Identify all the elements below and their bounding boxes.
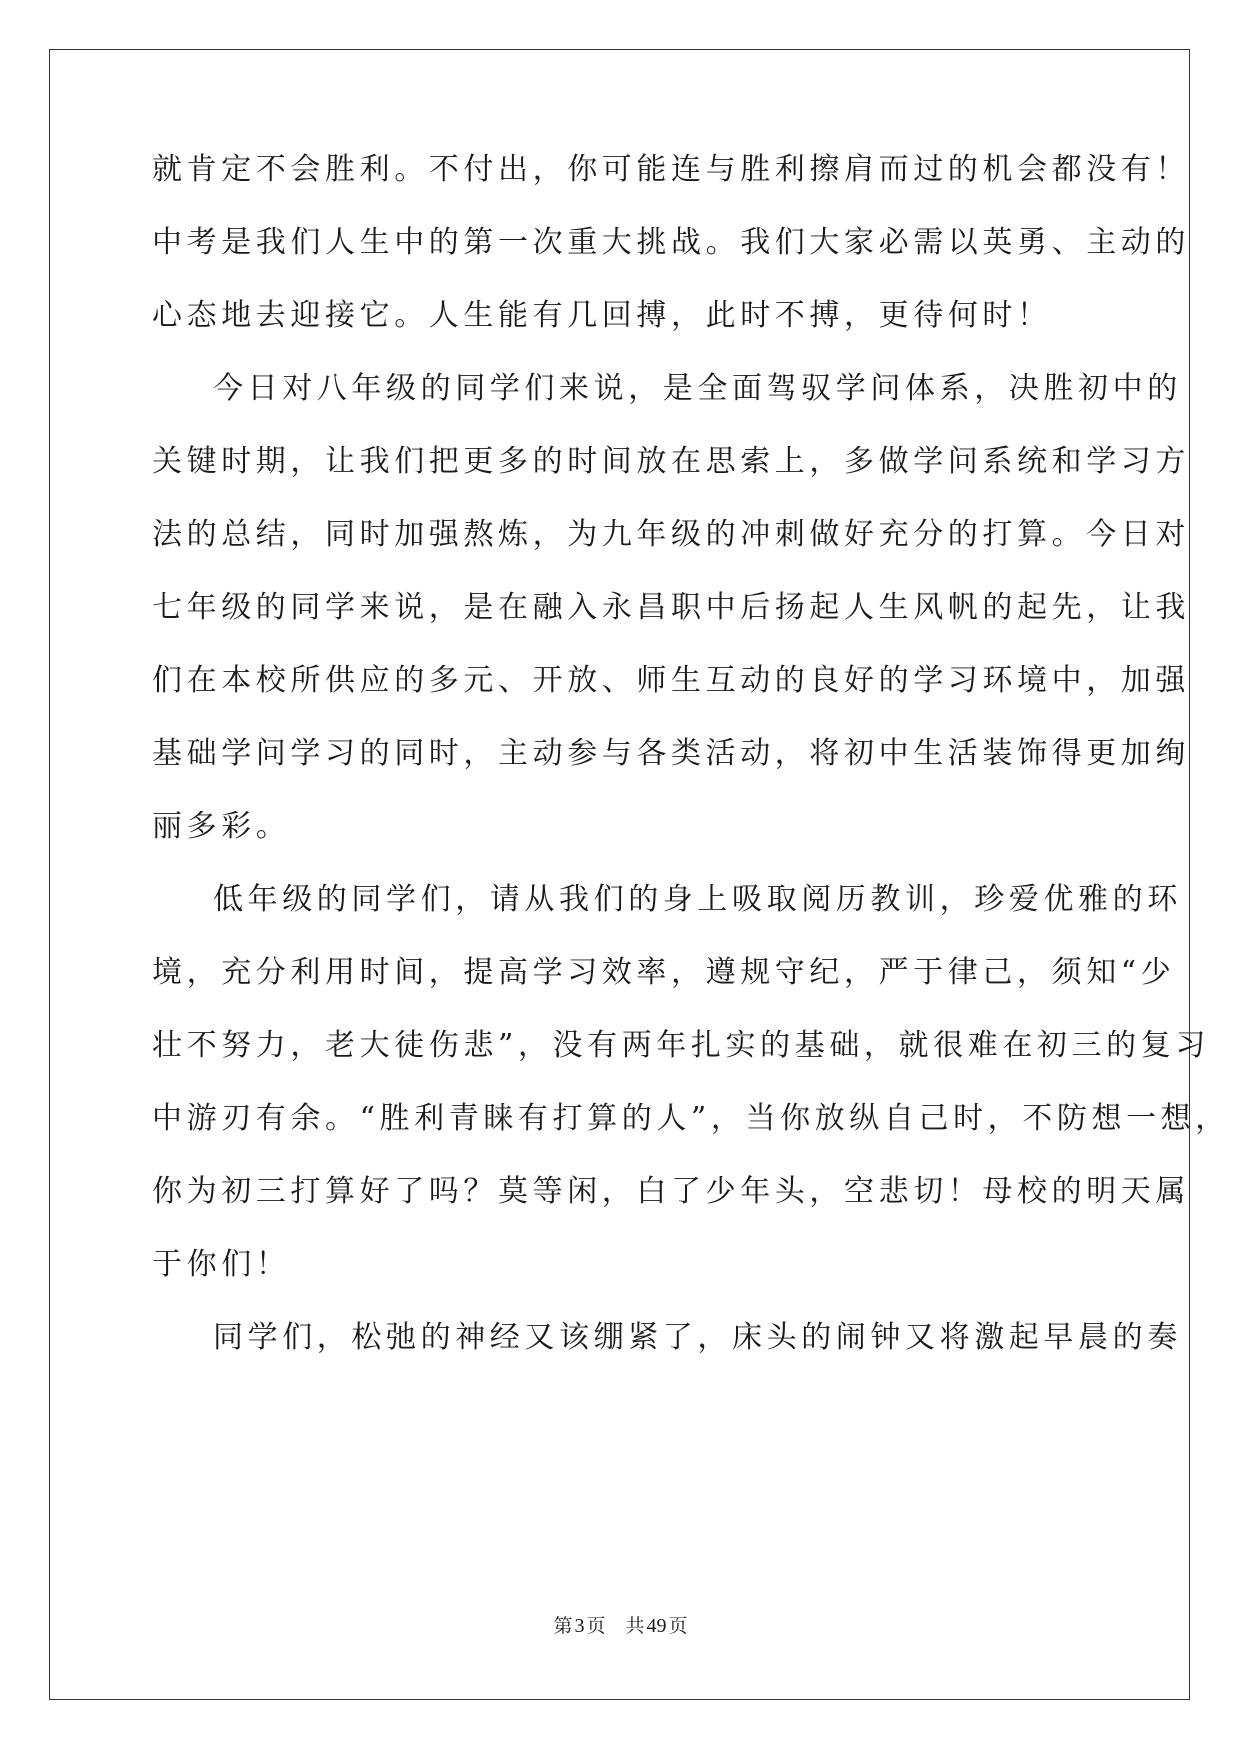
text-line: 基础学问学习的同时，主动参与各类活动，将初中生活装饰得更加绚 [152, 736, 1190, 771]
text-line: 丽多彩。 [152, 809, 291, 844]
paragraph-first-line: 低年级的同学们，请从我们的身上吸取阅历教训，珍爱优雅的环 [213, 882, 1182, 917]
text-line: 法的总结，同时加强熬炼，为九年级的冲刺做好充分的打算。今日对 [152, 517, 1190, 552]
text-line: 中考是我们人生中的第一次重大挑战。我们大家必需以英勇、主动的 [152, 225, 1190, 260]
text-line: 关键时期，让我们把更多的时间放在思索上，多做学问系统和学习方 [152, 444, 1190, 479]
text-line: 心态地去迎接它。人生能有几回搏，此时不搏，更待何时！ [152, 298, 1052, 333]
page-footer [0, 1614, 1241, 1638]
total-pages: 49 [646, 1615, 667, 1637]
paragraph-first-line: 今日对八年级的同学们来说，是全面驾驭学问体系，决胜初中的 [213, 371, 1182, 406]
text-line: 于你们！ [152, 1247, 291, 1282]
text-line: 你为初三打算好了吗？莫等闲，白了少年头，空悲切！母校的明天属 [152, 1174, 1190, 1209]
total-suffix: 页 [668, 1615, 688, 1637]
text-line: 壮不努力，老大徒伤悲”，没有两年扎实的基础，就很难在初三的复习 [152, 1028, 1210, 1063]
text-line: 中游刃有余。“胜利青睐有打算的人”，当你放纵自己时，不防想一想， [152, 1101, 1230, 1136]
paragraph-first-line: 同学们，松弛的神经又该绷紧了，床头的闹钟又将激起早晨的奏 [213, 1320, 1182, 1355]
page-suffix: 页 [586, 1615, 606, 1637]
total-prefix: 共 [625, 1615, 645, 1637]
text-line: 们在本校所供应的多元、开放、师生互动的良好的学习环境中，加强 [152, 663, 1190, 698]
page-number: 3 [574, 1615, 585, 1637]
page-prefix: 第 [553, 1615, 573, 1637]
text-line: 就肯定不会胜利。不付出，你可能连与胜利擦肩而过的机会都没有！ [152, 152, 1190, 187]
text-line: 七年级的同学来说，是在融入永昌职中后扬起人生风帆的起先，让我 [152, 590, 1190, 625]
text-line: 境，充分利用时间，提高学习效率，遵规守纪，严于律己，须知“少 [152, 955, 1176, 990]
